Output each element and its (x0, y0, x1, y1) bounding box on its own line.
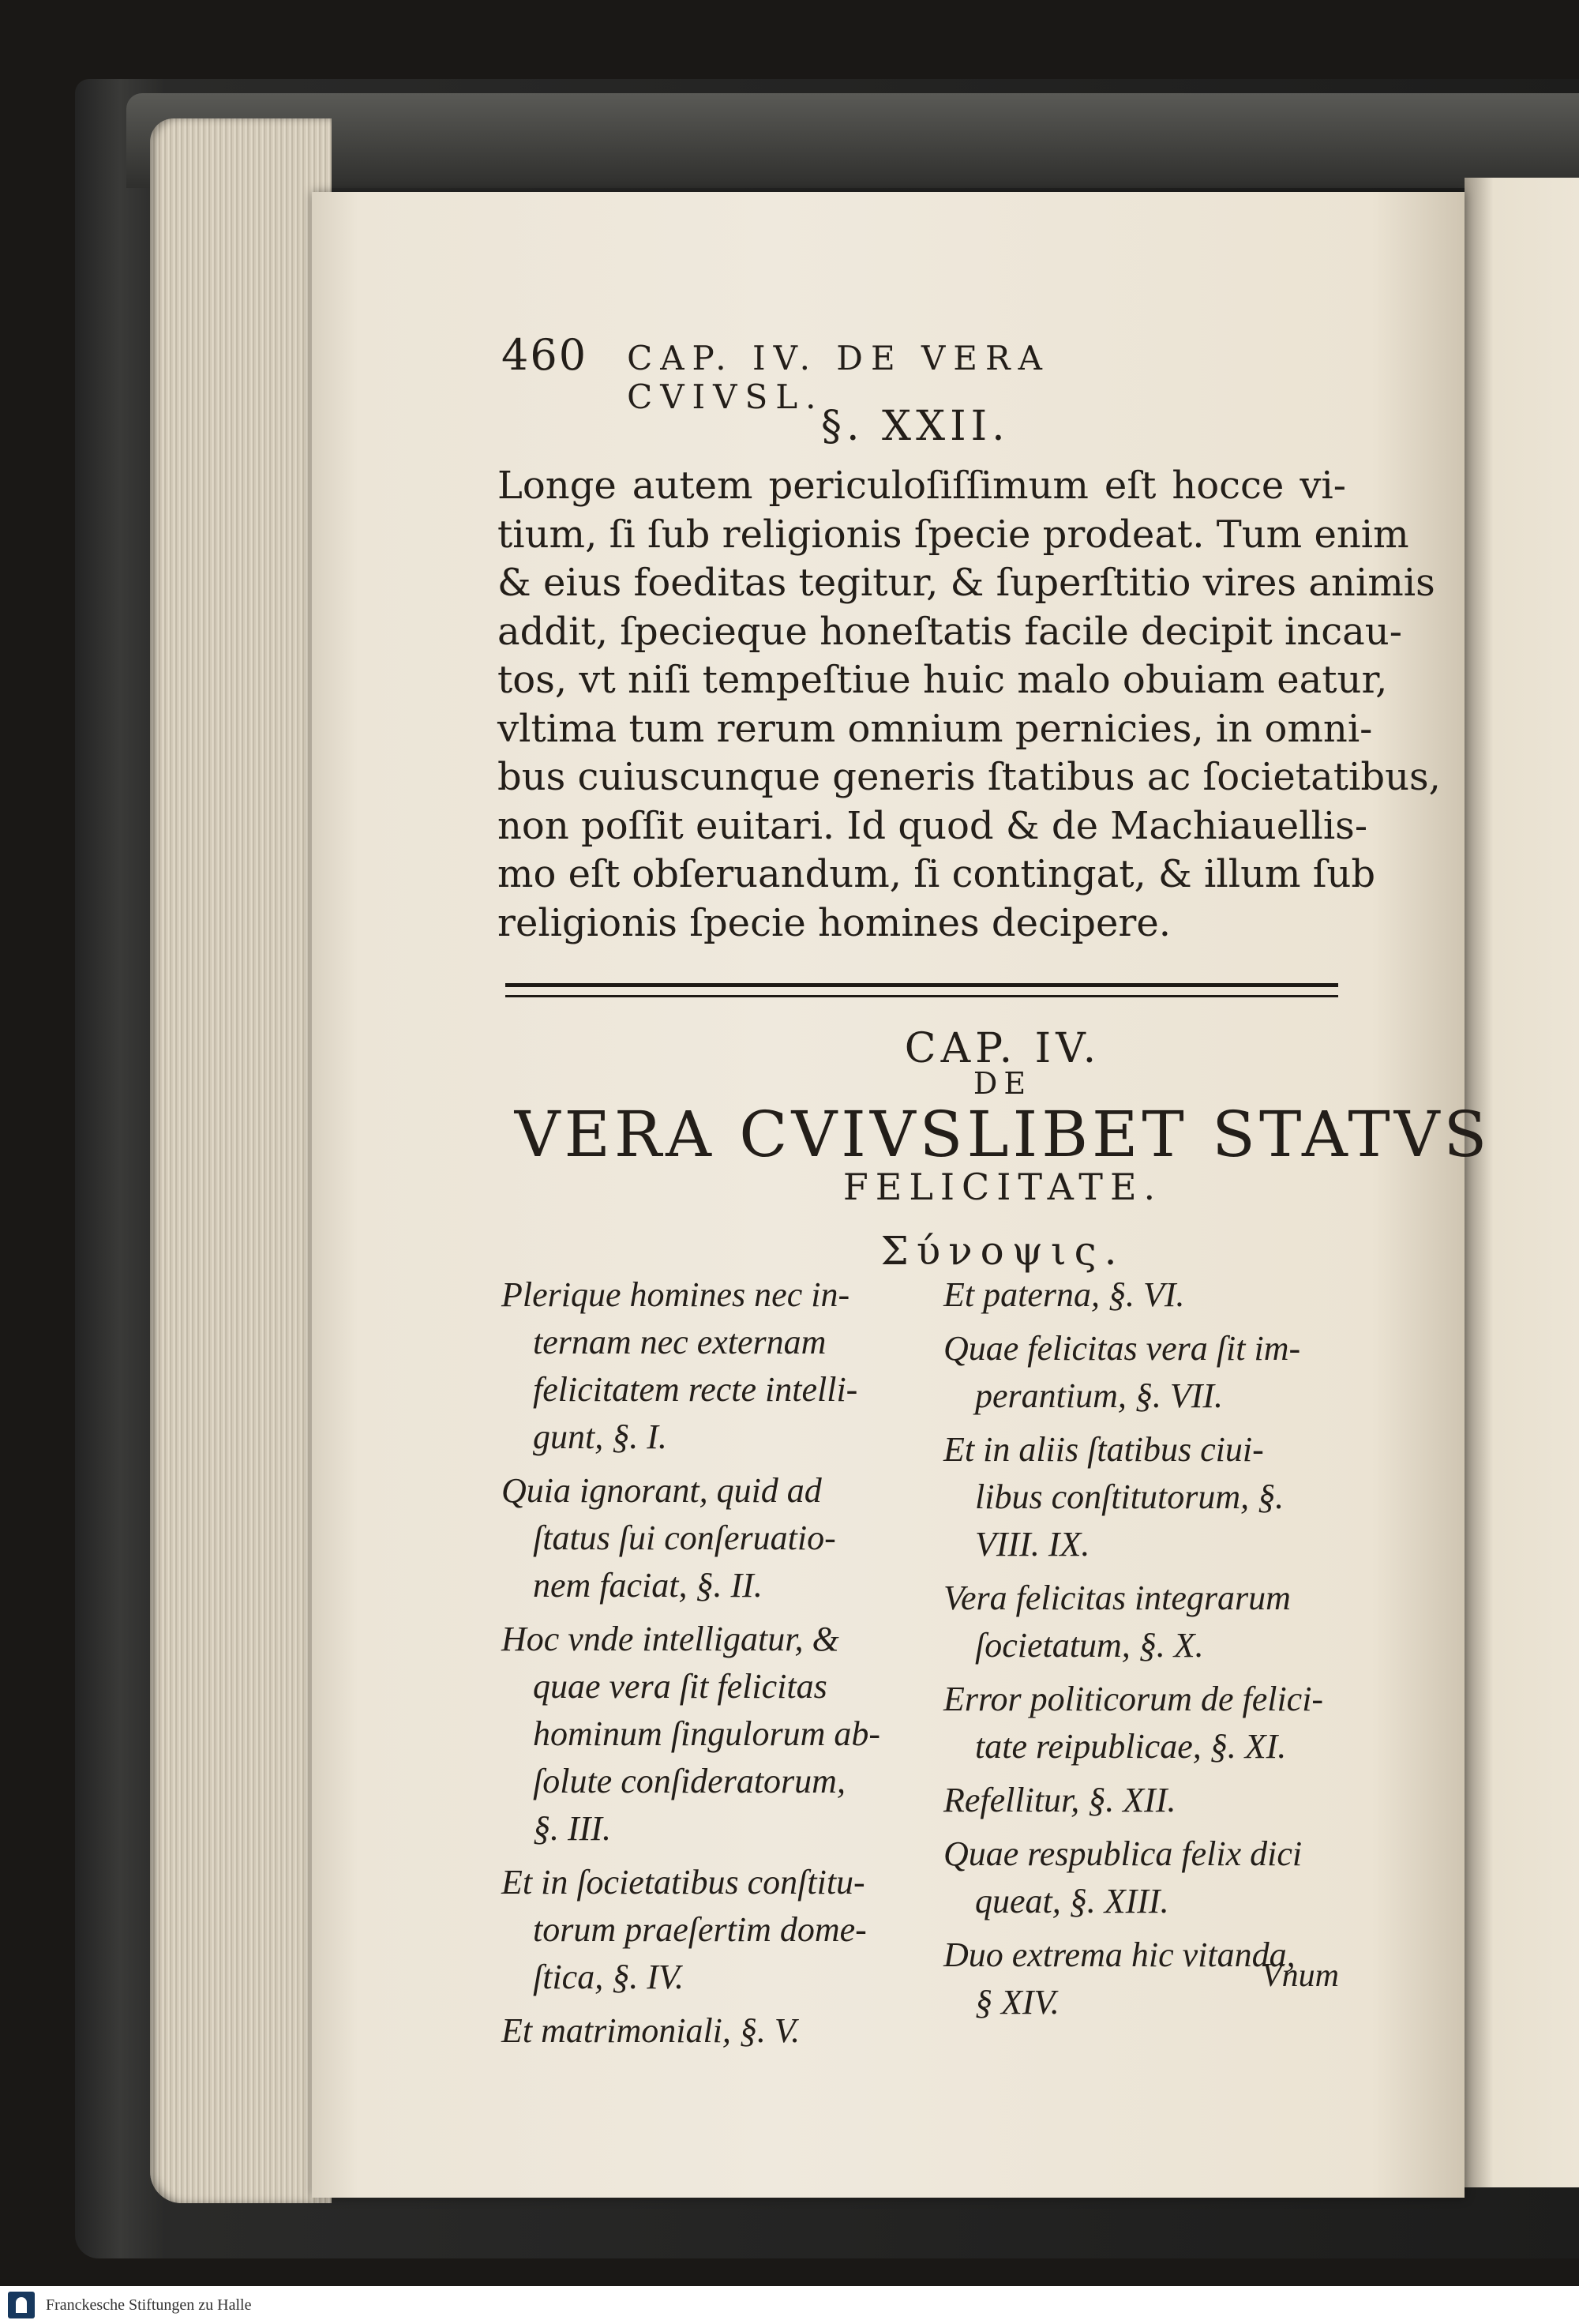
body-line: tium, ſi ſub religionis ſpecie prodeat. Tum enim (497, 512, 1409, 557)
synopsis-right-column (943, 1271, 1354, 2026)
synopsis-entry: Et paterna, §. VI. (943, 1275, 1185, 1314)
synopsis-entry: Quae felicitas vera ſit im- perantium, §. VII. (943, 1329, 1301, 1415)
body-line: & eius foeditas tegitur, & ſuperſtitio vires animis (497, 561, 1435, 605)
body-line: tos, vt niſi tempeſtiue huic malo obuiam eatur, (497, 658, 1388, 702)
running-title: CAP. IV. DE VERA CVIVSL. (627, 339, 1050, 416)
body-line: Longe autem periculoſiſſimum eſt hocce vi- (497, 464, 1346, 508)
synopsis-entry: Et in aliis ſtatibus ciui- libus conſtitutorum, §. VIII. IX. (943, 1430, 1285, 1564)
body-line: addit, ſpecieque honeſtatis facile decipit incau- (497, 609, 1402, 654)
body-line: religionis ſpecie homines decipere. (497, 900, 1171, 945)
footer-bar (0, 2286, 1579, 2324)
synopsis-entry: Et in ſocietatibus conſtitu- torum praeſertim dome- ſtica, §. IV. (501, 1863, 867, 1996)
chapter-de: DE (973, 1066, 1033, 1101)
synopsis-entry: Hoc vnde intelligatur, & quae vera ſit felicitas hominum ſingulorum ab- ſolute conſideratorum, §. III. (501, 1620, 880, 1848)
footer-institution[interactable]: Franckesche Stiftungen zu Halle (46, 2296, 252, 2314)
synopsis-entry: Et matrimoniali, §. V. (501, 2011, 801, 2050)
book-cover-top (126, 93, 1579, 188)
body-line: mo eſt obſeruandum, ſi contingat, & illum ſub (497, 852, 1376, 896)
synopsis-entry: Vera felicitas integrarum ſocietatum, §. X. (943, 1579, 1291, 1665)
synopsis-entry: Quia ignorant, quid ad ſtatus ſui conſeruatio- nem faciat, §. II. (501, 1471, 836, 1605)
synopsis-entry: Quae respublica felix dici queat, §. XIII. (943, 1834, 1303, 1920)
synopsis-entry: Duo extrema hic vitanda, § XIV. (943, 1935, 1296, 2022)
page-number: 460 (501, 330, 588, 380)
synopsis-entry: Refellitur, §. XII. (943, 1781, 1176, 1819)
synopsis-entry: Error politicorum de felici- tate reipublicae, §. XI. (943, 1680, 1324, 1766)
chapter-subtitle: FELICITATE. (842, 1166, 1163, 1208)
synopsis-entry: Plerique homines nec in- ternam nec externam felicitatem recte intelli- gunt, §. I. (501, 1275, 858, 1456)
section-body (497, 462, 1441, 948)
chapter-number: CAP. IV. (904, 1025, 1101, 1072)
body-line: bus cuiuscunque generis ſtatibus ac ſocietatibus, (497, 755, 1441, 799)
synopsis-heading: Σύνοψις. (880, 1228, 1125, 1274)
synopsis-left-column (501, 1271, 912, 2055)
catchword: Vnum (1262, 1958, 1339, 1994)
body-line: vltima tum rerum omnium pernicies, in omni- (497, 706, 1373, 751)
section-number: §. XXII. (821, 403, 1010, 450)
chapter-title: VERA CVIVSLIBET STATVS (514, 1098, 1491, 1171)
franckesche-logo-icon (8, 2292, 35, 2318)
section-divider-rule (505, 983, 1338, 997)
body-line: non poſſit euitari. Id quod & de Machiauellis- (497, 803, 1368, 848)
